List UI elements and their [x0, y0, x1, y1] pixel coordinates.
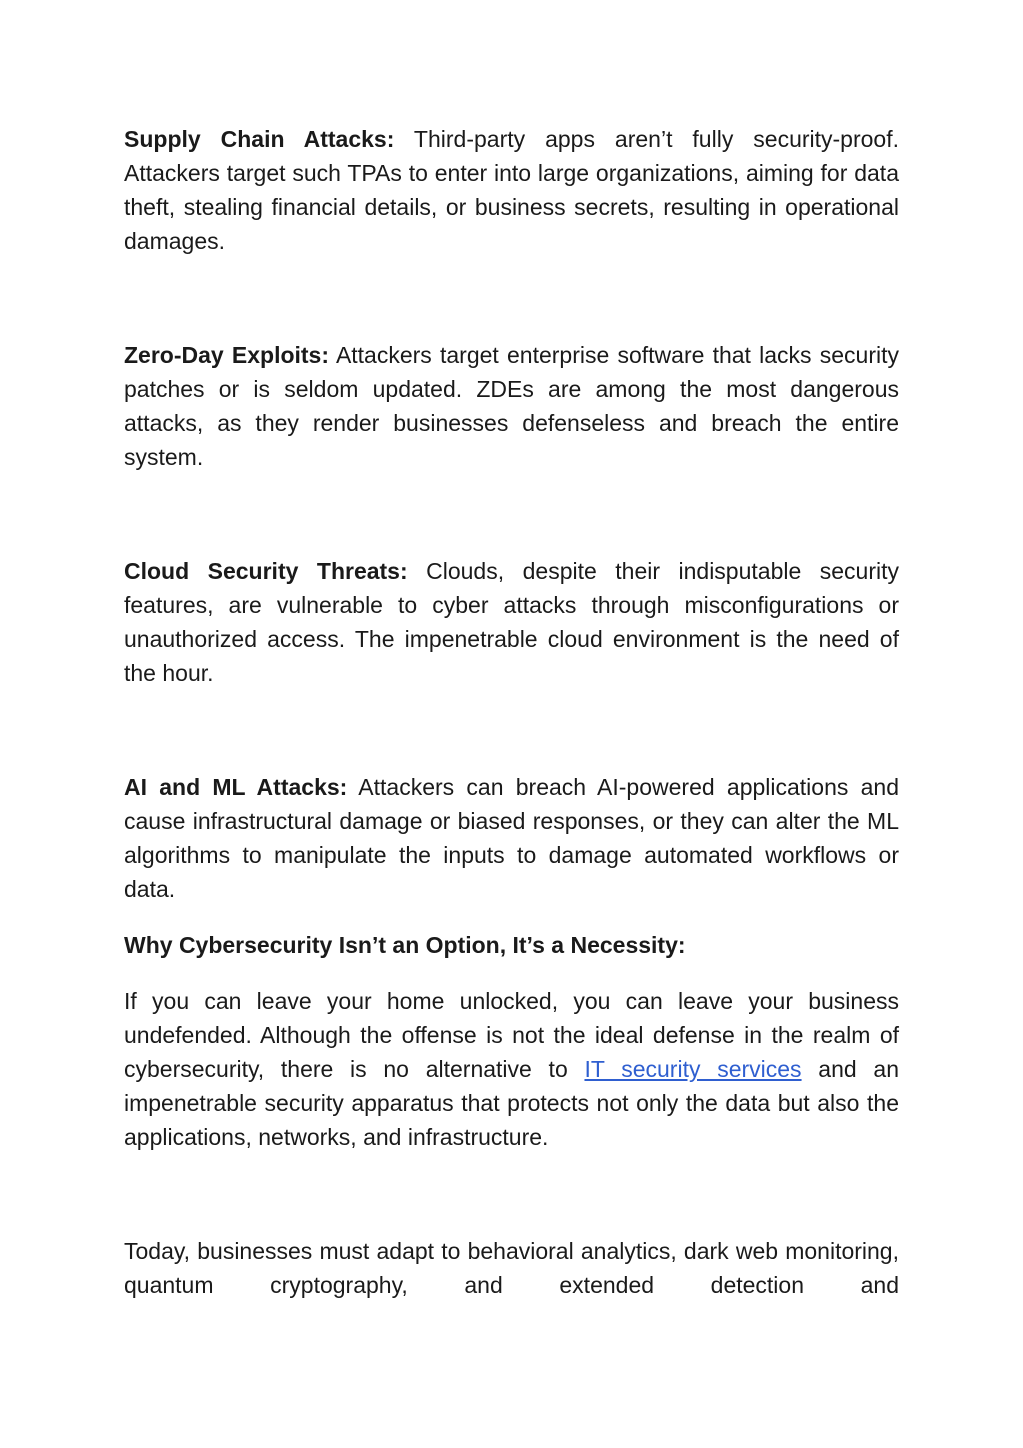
ai-ml-text: Attackers can breach AI-powered applications and cause infrastructural damage or biased responses, or they can alter the ML algorithms to manipulate the inputs to damage automated workflows or data.	[124, 774, 899, 902]
zero-day-paragraph	[124, 338, 899, 474]
paragraph-spacer	[124, 1154, 899, 1234]
it-security-services-link[interactable]: IT security services	[584, 1056, 802, 1082]
necessity-text-after-link: and an impenetrable security apparatus that protects not only the data but also the applications, networks, and infrastructure.	[124, 1056, 899, 1150]
document-page	[124, 122, 899, 1302]
necessity-heading: Why Cybersecurity Isn’t an Option, It’s a Necessity:	[124, 932, 686, 958]
supply-chain-term: Supply Chain Attacks:	[124, 126, 395, 152]
paragraph-spacer	[124, 258, 899, 338]
necessity-paragraph	[124, 984, 899, 1154]
supply-chain-text: Third-party apps aren’t fully security-proof. Attackers target such TPAs to enter into large organizations, aiming for data theft, stealing financial details, or business secrets, resulting in operational damages.	[124, 126, 899, 254]
cloud-threats-term: Cloud Security Threats:	[124, 558, 408, 584]
zero-day-text: Attackers target enterprise software that lacks security patches or is seldom updated. ZDEs are among the most dangerous attacks, as they render businesses defenseless and breach the entire system.	[124, 342, 899, 470]
paragraph-spacer	[124, 962, 899, 984]
necessity-text-before-link: If you can leave your home unlocked, you can leave your business undefended. Although the offense is not the ideal defense in the realm of cybersecurity, there is no alternative to	[124, 988, 899, 1082]
paragraph-spacer	[124, 690, 899, 770]
paragraph-spacer	[124, 474, 899, 554]
cloud-threats-text: Clouds, despite their indisputable security features, are vulnerable to cyber attacks through misconfigurations or unauthorized access. The impenetrable cloud environment is the need of the hour.	[124, 558, 899, 686]
closing-paragraph: Today, businesses must adapt to behavioral analytics, dark web monitoring, quantum cryptography, and extended detection and	[124, 1238, 899, 1298]
zero-day-term: Zero-Day Exploits:	[124, 342, 330, 368]
supply-chain-paragraph	[124, 122, 899, 258]
paragraph-spacer	[124, 906, 899, 928]
ai-ml-paragraph	[124, 770, 899, 906]
cloud-threats-paragraph	[124, 554, 899, 690]
ai-ml-term: AI and ML Attacks:	[124, 774, 348, 800]
